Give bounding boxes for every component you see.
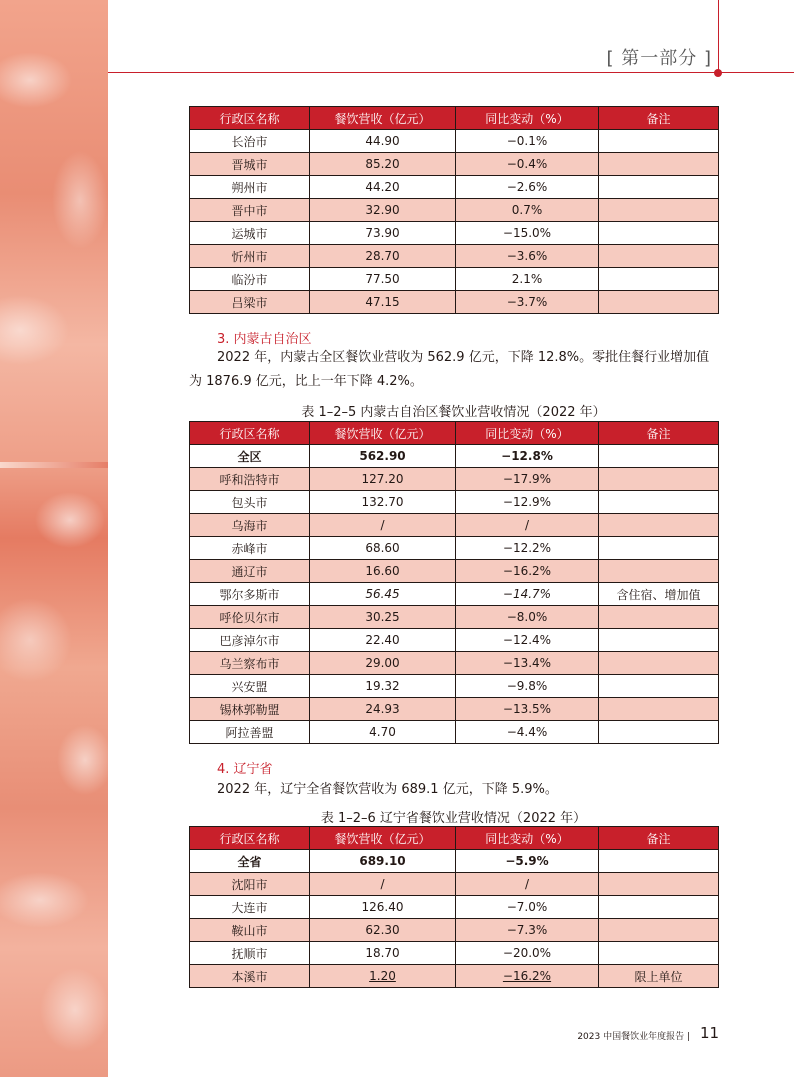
cell-region-container (190, 652, 310, 675)
cell-note-container (599, 583, 719, 606)
table-row (190, 560, 719, 583)
table-row (190, 468, 719, 491)
table-row (190, 896, 719, 919)
cell-revenue-container (310, 850, 456, 873)
cell-region-container (190, 199, 310, 222)
table-header-row (190, 107, 719, 130)
cell-region: 本溪市 (231, 969, 268, 984)
cell-region: 兴安盟 (231, 679, 268, 694)
header-vertical-rule (718, 0, 719, 72)
header-revenue: 餐饮营收（亿元） (310, 422, 456, 445)
cell-note-container (599, 245, 719, 268)
cell-note-container (599, 560, 719, 583)
cell-revenue: / (380, 877, 385, 891)
header-region: 行政区名称 (190, 827, 310, 850)
cell-region-container (190, 850, 310, 873)
cell-revenue-container (310, 291, 456, 314)
cell-change: −13.4% (502, 656, 552, 670)
cell-revenue: 85.20 (365, 157, 400, 171)
cell-change-container (456, 445, 599, 468)
cell-change: / (524, 877, 530, 891)
cell-region-container (190, 268, 310, 291)
cell-revenue: 562.90 (359, 449, 406, 463)
cell-region: 忻州市 (231, 249, 268, 264)
table-row (190, 583, 719, 606)
cell-note-container (599, 629, 719, 652)
cell-revenue: 30.25 (365, 610, 400, 624)
cell-change: −2.6% (506, 180, 548, 194)
table-header-row (190, 827, 719, 850)
cell-change-container (456, 896, 599, 919)
cell-change: −9.8% (506, 679, 548, 693)
cell-revenue: 47.15 (365, 295, 400, 309)
cell-region: 抚顺市 (231, 946, 268, 961)
cell-region-container (190, 629, 310, 652)
cell-revenue: / (380, 518, 385, 532)
cell-region-container (190, 942, 310, 965)
cell-change: −15.0% (502, 226, 552, 240)
cell-region: 呼和浩特市 (219, 472, 280, 487)
cell-note-container (599, 176, 719, 199)
table-row (190, 537, 719, 560)
table-row (190, 291, 719, 314)
cell-region: 晋中市 (231, 203, 268, 218)
cell-region: 晋城市 (231, 157, 268, 172)
cell-change: −3.6% (506, 249, 548, 263)
cell-change: 0.7% (511, 203, 543, 217)
cell-region: 长治市 (231, 134, 268, 149)
footer-report-title: 2023 中国餐饮业年度报告 | (577, 1032, 690, 1042)
cell-revenue: 16.60 (365, 564, 400, 578)
cell-note-container (599, 606, 719, 629)
table-row (190, 873, 719, 896)
cell-revenue: 132.70 (361, 495, 404, 509)
cell-note-container (599, 873, 719, 896)
cell-region: 运城市 (231, 226, 268, 241)
cell-region-container (190, 965, 310, 988)
cell-revenue: 73.90 (365, 226, 400, 240)
table-row (190, 698, 719, 721)
cell-revenue: 44.20 (365, 180, 400, 194)
cell-region-container (190, 560, 310, 583)
cell-change-container (456, 199, 599, 222)
cell-change: −13.5% (502, 702, 552, 716)
cell-revenue-container (310, 130, 456, 153)
cell-change-container (456, 468, 599, 491)
cell-note-container (599, 268, 719, 291)
cell-region: 朔州市 (231, 180, 268, 195)
cell-revenue: 1.20 (369, 969, 396, 983)
cell-region: 巴彦淖尔市 (219, 633, 280, 648)
cell-change-container (456, 514, 599, 537)
table-inner-mongolia (189, 421, 719, 744)
cell-change-container (456, 850, 599, 873)
cell-change: −12.2% (502, 541, 552, 555)
cell-change: −12.9% (502, 495, 552, 509)
cell-change-container (456, 153, 599, 176)
cell-change-container (456, 942, 599, 965)
cell-change-container (456, 176, 599, 199)
cell-revenue-container (310, 583, 456, 606)
cell-region-container (190, 176, 310, 199)
cell-region-container (190, 153, 310, 176)
header-horizontal-rule (108, 72, 794, 73)
cell-revenue-container (310, 445, 456, 468)
table-row (190, 445, 719, 468)
photo-seam (0, 462, 108, 468)
cell-change: 2.1% (511, 272, 543, 286)
cell-revenue-container (310, 268, 456, 291)
cell-region-container (190, 491, 310, 514)
table-header-row (190, 422, 719, 445)
table-row (190, 268, 719, 291)
table-row (190, 514, 719, 537)
cell-change: −20.0% (502, 946, 552, 960)
section-label: [ 第一部分 ] (606, 48, 712, 69)
cell-change: −12.8% (501, 449, 553, 463)
cell-region-container (190, 245, 310, 268)
cell-region-container (190, 721, 310, 744)
cell-change-container (456, 560, 599, 583)
table-row (190, 176, 719, 199)
cell-region: 鞍山市 (231, 923, 268, 938)
cell-change: −8.0% (506, 610, 548, 624)
cell-change: −3.7% (506, 295, 548, 309)
table-liaoning (189, 826, 719, 988)
cell-revenue: 19.32 (365, 679, 400, 693)
cell-revenue-container (310, 245, 456, 268)
cell-change: / (524, 518, 530, 532)
cell-change-container (456, 919, 599, 942)
cell-region: 吕梁市 (231, 295, 268, 310)
cell-revenue: 29.00 (365, 656, 400, 670)
cell-revenue-container (310, 153, 456, 176)
section-heading-liaoning: 4. 辽宁省 (217, 762, 273, 777)
cell-region-container (190, 919, 310, 942)
table-row (190, 130, 719, 153)
table-row (190, 245, 719, 268)
cell-revenue-container (310, 468, 456, 491)
cell-region-container (190, 514, 310, 537)
cell-region: 全省 (237, 854, 262, 869)
cell-region-container (190, 291, 310, 314)
cell-region-container (190, 896, 310, 919)
cell-revenue-container (310, 675, 456, 698)
table-row (190, 629, 719, 652)
cell-change: −7.0% (506, 900, 548, 914)
header-rule-dot (714, 69, 722, 77)
cell-note-container (599, 652, 719, 675)
cell-revenue: 126.40 (361, 900, 404, 914)
cell-note: 限上单位 (634, 969, 683, 984)
cell-revenue-container (310, 873, 456, 896)
cell-region: 呼伦贝尔市 (219, 610, 280, 625)
table-row (190, 199, 719, 222)
header-change: 同比变动（%） (456, 422, 599, 445)
table-row (190, 965, 719, 988)
cell-revenue-container (310, 222, 456, 245)
cell-region-container (190, 583, 310, 606)
cell-region: 鄂尔多斯市 (219, 587, 280, 602)
cell-revenue-container (310, 698, 456, 721)
cell-change: −14.7% (502, 587, 552, 601)
cell-revenue: 32.90 (365, 203, 400, 217)
cell-note-container (599, 199, 719, 222)
cell-change-container (456, 629, 599, 652)
cell-region: 阿拉善盟 (225, 725, 274, 740)
table-row (190, 652, 719, 675)
cell-change-container (456, 965, 599, 988)
cell-revenue-container (310, 652, 456, 675)
header-note: 备注 (599, 422, 719, 445)
cell-region-container (190, 130, 310, 153)
cell-change-container (456, 606, 599, 629)
cell-change: −0.1% (506, 134, 548, 148)
cell-note-container (599, 721, 719, 744)
cell-change-container (456, 721, 599, 744)
cell-change-container (456, 873, 599, 896)
cell-note-container (599, 468, 719, 491)
cell-note-container (599, 514, 719, 537)
cell-change: −12.4% (502, 633, 552, 647)
cell-region-container (190, 873, 310, 896)
cell-revenue-container (310, 176, 456, 199)
cell-region-container (190, 606, 310, 629)
cell-revenue-container (310, 537, 456, 560)
cell-note-container (599, 675, 719, 698)
page-number: 11 (700, 1024, 720, 1042)
table-caption-inner-mongolia: 表 1–2–5 内蒙古自治区餐饮业营收情况（2022 年） (301, 405, 606, 420)
cell-region: 通辽市 (231, 564, 268, 579)
header-note: 备注 (599, 827, 719, 850)
cell-revenue: 68.60 (365, 541, 400, 555)
cell-region-container (190, 537, 310, 560)
cell-revenue-container (310, 514, 456, 537)
cell-revenue-container (310, 491, 456, 514)
table-row (190, 721, 719, 744)
cell-revenue-container (310, 721, 456, 744)
cell-region: 沈阳市 (231, 877, 268, 892)
cell-change-container (456, 652, 599, 675)
header-region: 行政区名称 (190, 422, 310, 445)
cell-revenue-container (310, 919, 456, 942)
cell-region-container (190, 222, 310, 245)
cell-change-container (456, 675, 599, 698)
table-row (190, 153, 719, 176)
cell-revenue: 56.45 (365, 587, 400, 601)
cell-region: 包头市 (231, 495, 268, 510)
cell-change: −0.4% (506, 157, 548, 171)
cell-change-container (456, 222, 599, 245)
header-change: 同比变动（%） (456, 107, 599, 130)
cell-note-container (599, 291, 719, 314)
cell-region-container (190, 698, 310, 721)
cell-revenue: 4.70 (369, 725, 396, 739)
cell-revenue: 28.70 (365, 249, 400, 263)
cell-revenue: 62.30 (365, 923, 400, 937)
cell-revenue: 22.40 (365, 633, 400, 647)
header-revenue: 餐饮营收（亿元） (310, 107, 456, 130)
section-heading-inner-mongolia: 3. 内蒙古自治区 (217, 332, 312, 347)
decorative-side-photo (0, 0, 108, 1077)
cell-note-container (599, 130, 719, 153)
cell-revenue-container (310, 560, 456, 583)
cell-change: −16.2% (502, 969, 552, 983)
cell-note-container (599, 919, 719, 942)
cell-revenue: 127.20 (361, 472, 404, 486)
cell-note-container (599, 896, 719, 919)
table-row (190, 491, 719, 514)
cell-revenue: 77.50 (365, 272, 400, 286)
cell-note-container (599, 850, 719, 873)
cell-change-container (456, 583, 599, 606)
header-region: 行政区名称 (190, 107, 310, 130)
cell-revenue: 44.90 (365, 134, 400, 148)
header-revenue: 餐饮营收（亿元） (310, 827, 456, 850)
cell-revenue-container (310, 896, 456, 919)
header-change: 同比变动（%） (456, 827, 599, 850)
table-row (190, 850, 719, 873)
cell-region: 临汾市 (231, 272, 268, 287)
cell-revenue-container (310, 629, 456, 652)
cell-change-container (456, 491, 599, 514)
cell-revenue-container (310, 942, 456, 965)
cell-revenue: 18.70 (365, 946, 400, 960)
cell-change: −16.2% (502, 564, 552, 578)
cell-revenue: 689.10 (359, 854, 406, 868)
cell-change: −7.3% (506, 923, 548, 937)
cell-change-container (456, 268, 599, 291)
table-row (190, 942, 719, 965)
cell-note: 含住宿、增加值 (616, 587, 701, 602)
cell-region: 全区 (237, 449, 262, 464)
cell-region: 乌兰察布市 (219, 656, 280, 671)
table-row (190, 606, 719, 629)
cell-note-container (599, 153, 719, 176)
header-note: 备注 (599, 107, 719, 130)
cell-revenue-container (310, 606, 456, 629)
table-row (190, 919, 719, 942)
cell-region: 赤峰市 (231, 541, 268, 556)
cell-region-container (190, 468, 310, 491)
cell-change-container (456, 537, 599, 560)
cell-note-container (599, 537, 719, 560)
cell-note-container (599, 965, 719, 988)
cell-region: 大连市 (231, 900, 268, 915)
cell-region: 乌海市 (231, 518, 268, 533)
cell-change-container (456, 698, 599, 721)
table-caption-liaoning: 表 1–2–6 辽宁省餐饮业营收情况（2022 年） (320, 811, 587, 826)
table-shanxi-continued (189, 106, 719, 314)
cell-note-container (599, 445, 719, 468)
cell-change-container (456, 245, 599, 268)
cell-note-container (599, 942, 719, 965)
cell-note-container (599, 698, 719, 721)
cell-revenue-container (310, 965, 456, 988)
table-row (190, 675, 719, 698)
cell-note-container (599, 222, 719, 245)
table-row (190, 222, 719, 245)
cell-region-container (190, 445, 310, 468)
cell-region-container (190, 675, 310, 698)
cell-change-container (456, 130, 599, 153)
cell-change: −4.4% (506, 725, 548, 739)
paragraph-inner-mongolia: 2022 年，内蒙古全区餐饮业营收为 562.9 亿元，下降 12.8%。零批住餐行业增加值为 1876.9 亿元，比上一年下降 4.2%。 (189, 350, 710, 389)
cell-revenue: 24.93 (365, 702, 400, 716)
cell-revenue-container (310, 199, 456, 222)
paragraph-liaoning: 2022 年，辽宁全省餐饮营收为 689.1 亿元，下降 5.9%。 (217, 782, 558, 797)
cell-note-container (599, 491, 719, 514)
cell-region: 锡林郭勒盟 (219, 702, 280, 717)
cell-change: −17.9% (502, 472, 552, 486)
cell-change-container (456, 291, 599, 314)
cell-change: −5.9% (505, 854, 549, 868)
